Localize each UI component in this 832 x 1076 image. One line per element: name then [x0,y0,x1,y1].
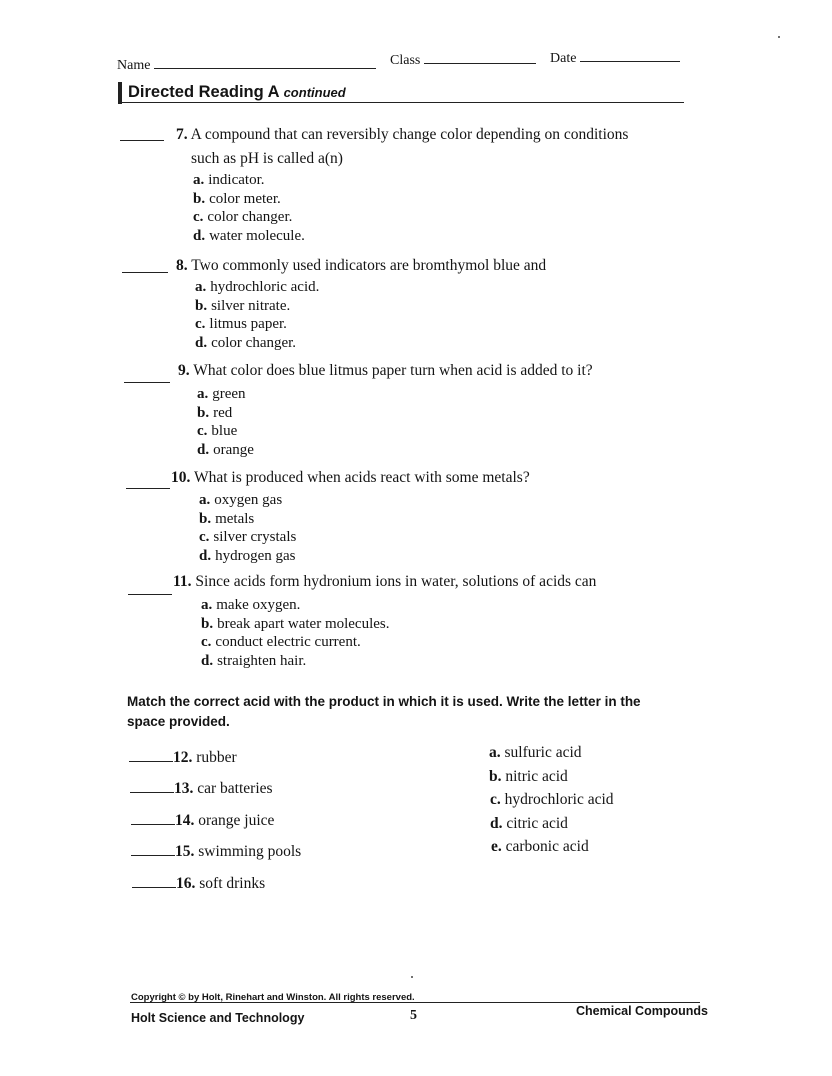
instructions-line-2: space provided. [127,714,230,729]
answer-blank-15[interactable] [131,854,175,856]
name-field-label: Name [117,58,376,74]
question-8 [122,260,168,278]
question-9-text: 9. What color does blue litmus paper turn when acid is added to it? [178,362,593,379]
option: d. color changer. [195,334,297,351]
question-7-text-line2: such as pH is called a(n) [191,150,343,167]
option: d. orange [197,441,254,458]
name-blank[interactable] [154,67,376,69]
match-answer-a: a. sulfuric acid [489,744,582,761]
option: d. straighten hair. [201,652,307,669]
matching-instructions [127,692,641,732]
page-number: 5 [410,1008,417,1023]
answer-blank-13[interactable] [130,791,174,793]
option: a. make oxygen. [201,597,301,613]
instructions-line-1: Match the correct acid with the product in which it is used. Write the letter in the [127,694,641,709]
match-item-15: 15. swimming pools [131,843,301,861]
match-item-14: 14. orange juice [131,812,274,830]
answer-blank-11[interactable] [128,593,172,595]
class-field-label: Class [390,53,536,69]
option: d. hydrogen gas [199,547,296,564]
title-marker [118,82,122,104]
date-blank[interactable] [580,60,680,62]
match-answer-e: e. carbonic acid [491,838,589,855]
answer-blank-16[interactable] [132,886,176,888]
class-blank[interactable] [424,62,536,64]
footer-rule [130,1002,700,1003]
chapter-name: Chemical Compounds [576,1004,708,1018]
answer-blank-10[interactable] [126,487,170,489]
answer-blank-12[interactable] [129,760,173,762]
option: a. oxygen gas [199,492,283,508]
match-item-13: 13. car batteries [130,780,273,798]
match-item-16: 16. soft drinks [132,875,265,893]
answer-blank-9[interactable] [124,381,170,383]
option: b. break apart water molecules. [201,615,390,632]
question-11 [128,582,172,600]
question-10-options [199,491,296,565]
option: c. silver crystals [199,529,297,545]
option: a. indicator. [193,172,265,188]
page-title: Directed Reading A continued [128,83,346,101]
option: b. red [197,404,233,421]
question-9-options [197,385,254,459]
question-7-options [193,171,305,245]
date-field-label: Date [550,51,680,67]
question-7-text: 7. A compound that can reversibly change color depending on conditions [176,126,629,143]
question-9 [124,370,170,388]
question-11-options [201,596,390,670]
match-answer-c: c. hydrochloric acid [490,791,614,808]
scan-speck [778,36,780,38]
copyright-notice: Copyright © by Holt, Rinehart and Winston. All rights reserved. [131,992,415,1003]
option: c. blue [197,423,238,439]
option: a. hydrochloric acid. [195,279,320,295]
match-answer-b: b. nitric acid [489,768,568,785]
question-7 [120,128,164,146]
question-8-options [195,278,319,352]
option: c. litmus paper. [195,316,287,332]
answer-blank-8[interactable] [122,271,168,273]
option: d. water molecule. [193,227,305,244]
answer-blank-7[interactable] [120,139,164,141]
match-item-12: 12. rubber [129,749,237,767]
answer-blank-14[interactable] [131,823,175,825]
option: b. metals [199,510,255,527]
option: b. color meter. [193,190,281,207]
question-8-text: 8. Two commonly used indicators are bromthymol blue and [176,257,547,274]
question-10-text: 10. What is produced when acids react with some metals? [171,469,530,486]
question-11-text: 11. Since acids form hydronium ions in water, solutions of acids can [173,573,597,590]
option: b. silver nitrate. [195,297,291,314]
scan-speck [411,976,413,978]
question-10 [126,476,170,494]
option: c. color changer. [193,209,293,225]
publisher-name: Holt Science and Technology [131,1011,305,1025]
match-answer-d: d. citric acid [490,815,568,832]
option: a. green [197,386,246,402]
option: c. conduct electric current. [201,634,361,650]
